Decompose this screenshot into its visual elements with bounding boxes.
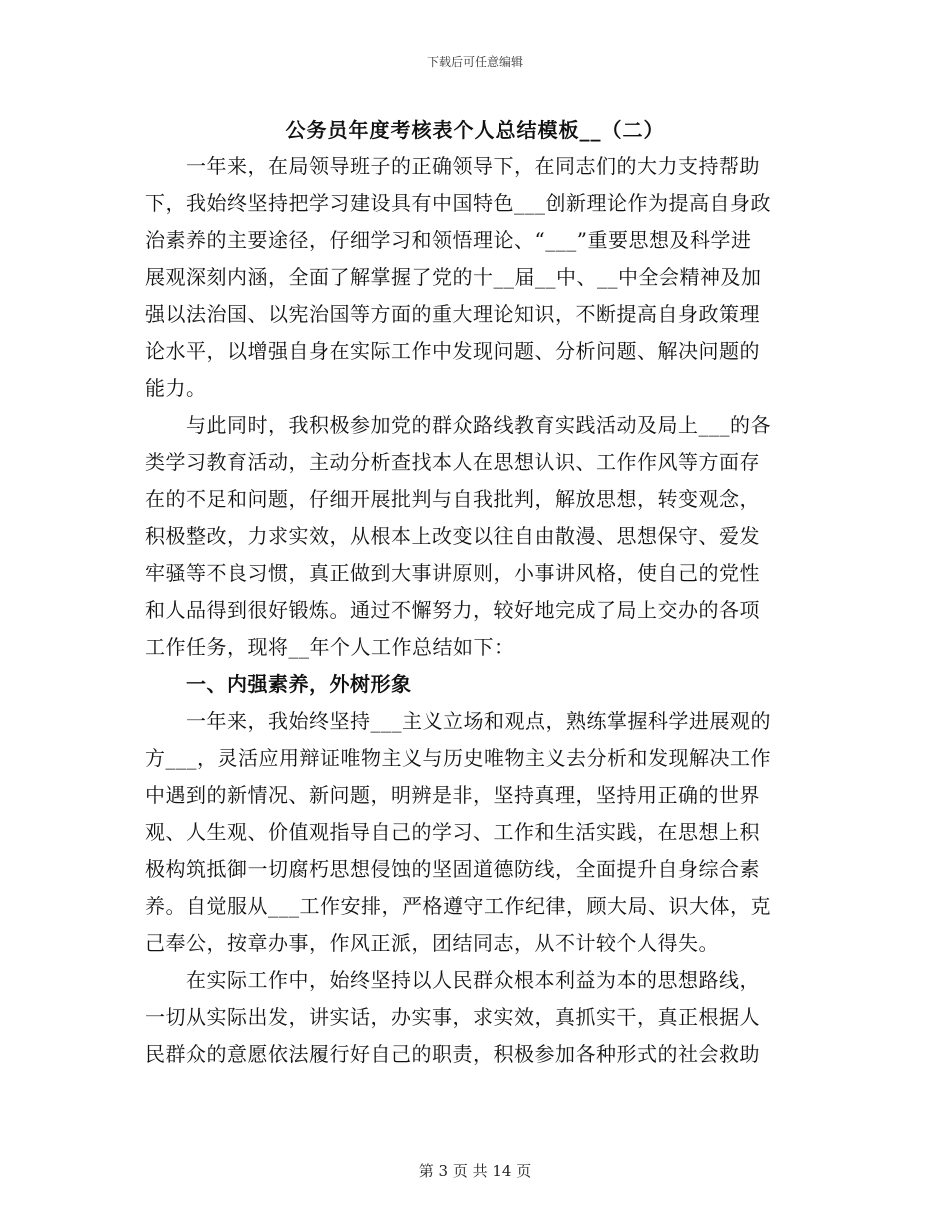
section-1-paragraph-1-line-6: 养。自觉服从___工作安排，严格遵守工作纪律，顾大局、识大体，克: [145, 894, 771, 918]
section-1-paragraph-1-line-3: 中遇到的新情况、新问题，明辨是非，坚持真理，坚持用正确的世界: [145, 783, 760, 807]
paragraph-1-line-5: 强以法治国、以宪治国等方面的重大理论知识，不断提高自身政策理: [145, 302, 760, 326]
paragraph-2-line-6: 和人品得到很好锻炼。通过不懈努力，较好地完成了局上交办的各项: [145, 598, 760, 622]
paragraph-2-line-2: 类学习教育活动，主动分析查找本人在思想认识、工作作风等方面存: [145, 450, 760, 474]
document-title: 公务员年度考核表个人总结模板__（二）: [285, 118, 665, 142]
paragraph-2-line-4: 积极整改，力求实效，从根本上改变以往自由散漫、思想保守、爱发: [145, 524, 760, 548]
page-header-note: 下载后可任意编辑: [426, 55, 523, 69]
section-1-paragraph-1-line-5: 极构筑抵御一切腐朽思想侵蚀的坚固道德防线，全面提升自身综合素: [145, 857, 760, 881]
section-1-paragraph-2-line-2: 一切从实际出发，讲实话，办实事，求实效，真抓实干，真正根据人: [145, 1005, 760, 1029]
paragraph-2-line-7: 工作任务，现将__年个人工作总结如下：: [145, 635, 515, 659]
paragraph-1-line-2: 下，我始终坚持把学习建设具有中国特色___创新理论作为提高自身政: [145, 191, 771, 215]
paragraph-1-line-6: 论水平，以增强自身在实际工作中发现问题、分析问题、解决问题的: [145, 339, 760, 363]
paragraph-1-line-7: 能力。: [145, 376, 207, 400]
page-footer-page-number: 第 3 页 共 14 页: [418, 1162, 532, 1180]
paragraph-2-line-1: 与此同时，我积极参加党的群众路线教育实践活动及局上___的各: [186, 413, 771, 437]
paragraph-2-line-3: 在的不足和问题，仔细开展批判与自我批判，解放思想，转变观念，: [145, 487, 760, 511]
paragraph-1-line-4: 展观深刻内涵，全面了解掌握了党的十__届__中、__中全会精神及加: [145, 265, 762, 289]
section-1-heading: 一、内强素养，外树形象: [186, 672, 412, 696]
paragraph-1-line-3: 治素养的主要途径，仔细学习和领悟理论、“___”重要思想及科学进: [145, 228, 752, 252]
section-1-paragraph-1-line-1: 一年来，我始终坚持___主义立场和观点，熟练掌握科学进展观的: [186, 709, 771, 733]
section-1-paragraph-1-line-7: 己奉公，按章办事，作风正派，团结同志，从不计较个人得失。: [145, 931, 719, 955]
section-1-paragraph-2-line-3: 民群众的意愿依法履行好自己的职责，积极参加各种形式的社会救助: [145, 1042, 760, 1066]
paragraph-2-line-5: 牢骚等不良习惯，真正做到大事讲原则，小事讲风格，使自己的党性: [145, 561, 760, 585]
paragraph-1-line-1: 一年来，在局领导班子的正确领导下，在同志们的大力支持帮助: [186, 154, 760, 178]
section-1-paragraph-1-line-2: 方___，灵活应用辩证唯物主义与历史唯物主义去分析和发现解决工作: [145, 746, 771, 770]
section-1-paragraph-1-line-4: 观、人生观、价值观指导自己的学习、工作和生活实践，在思想上积: [145, 820, 760, 844]
section-1-paragraph-2-line-1: 在实际工作中，始终坚持以人民群众根本利益为本的思想路线，: [186, 968, 760, 992]
